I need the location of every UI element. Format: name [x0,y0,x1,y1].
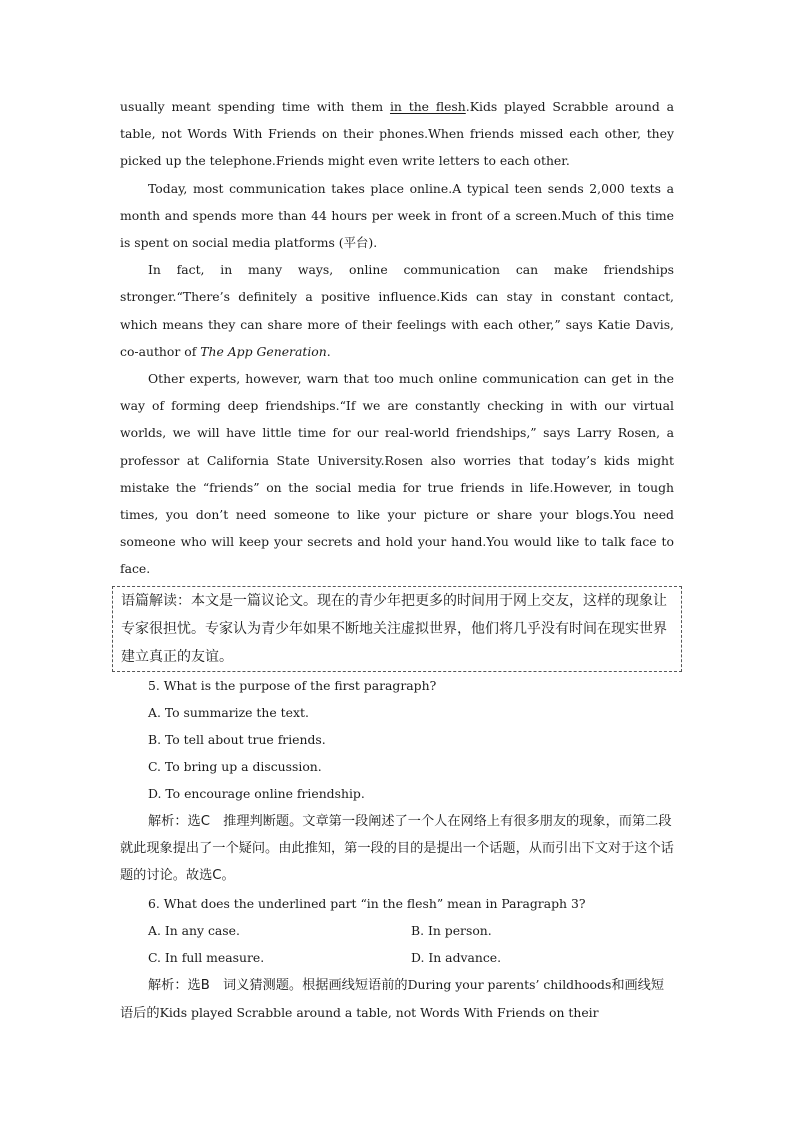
p3-start: In fact, in many ways, online communication can make friendships stronger.“There’s definitely a positive influence.Kids can stay in constant contact, which means they can share more of their feelings with each other,” says Katie Davis, co-author of [120,262,674,359]
question-6-stem: 6. What does the underlined part “in the flesh” mean in Paragraph 3? [148,895,586,911]
summary-box: 语篇解读：本文是一篇议论文。现在的青少年把更多的时间用于网上交友，这样的现象让专家很担忧。专家认为青少年如果不断地关注虚拟世界，他们将几乎没有时间在现实世界建立真正的友谊。 [112,586,682,672]
q6-options-row-1 [120,917,674,944]
q6-analysis-part-a: 解析：选B 词义猜测题。根据画线短语前的 [148,978,408,994]
passage-paragraph-4: Other experts, however, warn that too much online communication can get in the way of forming deep friendships.“If we are constantly checking in with our virtual worlds, we will have little time for our real-world friendships,” says Larry Rosen, a professor at California State University.Rosen also worries that today’s kids might mistake the “friends” on the social media for true friends in life.However, in tough times, you don’t need someone to like your picture or share your blogs.You need someone who will keep your secrets and hold your hand.You would like to talk face to face. [120,371,674,577]
p1-end: .Kids played Scrabble around a table, not Words With Friends on their phones.When friends missed each other, they picked up the telephone.Friends might even write letters to each other. [120,99,674,169]
text-column [120,93,674,1028]
q5-option-d: D. To encourage online friendship. [148,786,365,802]
q6-option-a: A. In any case. [148,922,240,938]
p1-start: usually meant spending time with them [120,99,390,114]
q5-option-a: A. To summarize the text. [148,704,309,720]
q6-analysis [120,971,674,1028]
q5-analysis: 解析：选C 推理判断题。文章第一段阐述了一个人在网络上有很多朋友的现象，而第二段就此现象提出了一个疑问。由此推知，第一段的目的是提出一个话题，从而引出下文对于这个话题的讨论。故选C。 [120,813,674,884]
q6-options-row-2 [120,944,674,971]
q6-analysis-quote-2: Kids played Scrabble around a table, not Words With Friends on their [159,1005,599,1021]
q6-analysis-part-b: 和画线短语后的 [120,978,665,1022]
passage-paragraph-2: Today, most communication takes place online.A typical teen sends 2,000 texts a month and spends more than 44 hours per week in front of a screen.Much of this time is spent on social media platforms (平台). [120,180,674,251]
book-title: The App Generation [200,343,327,359]
underlined-phrase: in the flesh [389,99,466,114]
passage-paragraph-1 [120,93,674,175]
passage-paragraph-3 [120,256,674,365]
question-5-stem: 5. What is the purpose of the first paragraph? [148,677,437,693]
q5-option-b: B. To tell about true friends. [148,732,326,748]
p3-end: . [326,343,331,359]
q6-option-c: C. In full measure. [148,949,265,965]
q6-analysis-quote-1: During your parents’ childhoods [407,977,612,993]
q5-option-c: C. To bring up a discussion. [148,759,322,775]
q6-option-d: D. In advance. [411,949,502,965]
q6-option-b: B. In person. [411,922,492,938]
